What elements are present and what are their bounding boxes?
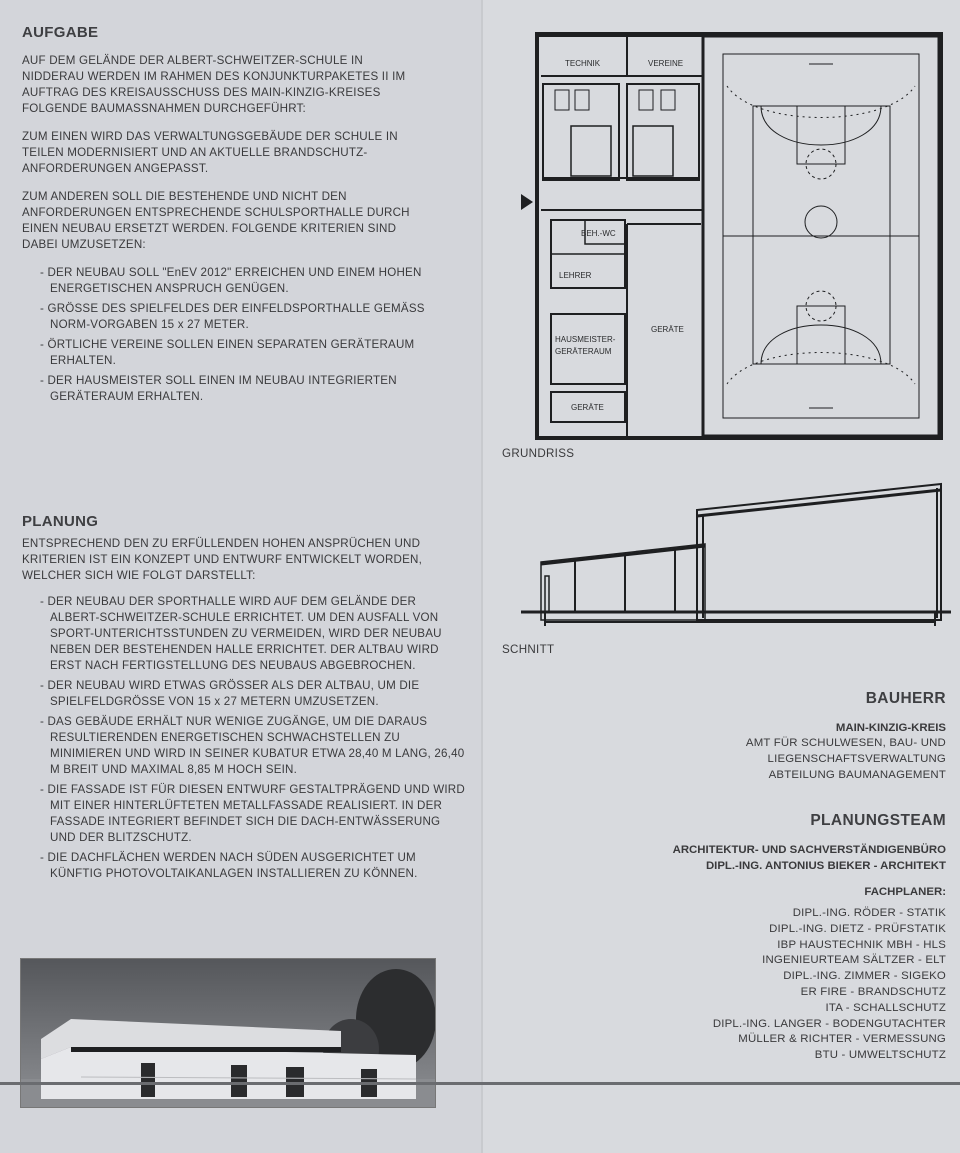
bauherr-name: MAIN-KINZIG-KREIS [835, 722, 946, 734]
fachplaner-label: FACHPLANER: [864, 886, 946, 898]
room-label-lehrer: LEHRER [559, 271, 592, 280]
list-item: DIPL.-ING. LANGER - BODENGUTACHTER [712, 1017, 946, 1030]
list-item: - DER HAUSMEISTER SOLL EINEN IM NEUBAU INTEGRIERTEN GERÄTERAUM ERHALTEN. [40, 373, 440, 405]
room-label-hausmeister: HAUSMEISTER- [555, 335, 616, 344]
aufgabe-heading: AUFGABE [22, 24, 99, 41]
list-item: BTU - UMWELTSCHUTZ [814, 1049, 946, 1062]
room-label-technik: TECHNIK [565, 59, 601, 68]
aufgabe-intro: AUF DEM GELÄNDE DER ALBERT-SCHWEITZER-SCHULE IN NIDDERAU WERDEN IM RAHMEN DES KONJUNKTURPAKETES II IM AUFTRAG DES KREISAUSSCHUSS DES MAIN-KINZIG-KREISES FOLGENDE BAUMASSNAHMEN DURCHGEFÜHRT: [22, 54, 406, 115]
list-item: - DER NEUBAU SOLL "EnEV 2012" ERREICHEN UND EINEM HOHEN ENERGETISCHEN ANSPRUCH GENÜGEN. [40, 265, 440, 297]
list-item: - GRÖSSE DES SPIELFELDES DER EINFELDSPORTHALLE GEMÄSS NORM-VORGABEN 15 x 27 METER. [40, 301, 440, 333]
list-item: - ÖRTLICHE VEREINE SOLLEN EINEN SEPARATEN GERÄTERAUM ERHALTEN. [40, 337, 440, 369]
planung-list [30, 594, 468, 882]
aufgabe-criteria-list [30, 265, 440, 405]
fold-line [481, 0, 483, 1153]
architect-office-line-1: ARCHITEKTUR- UND SACHVERSTÄNDIGENBÜRO [672, 844, 946, 856]
baseline-rule [0, 1082, 960, 1085]
aufgabe-section [22, 24, 462, 409]
list-item: DIPL.-ING. DIETZ - PRÜFSTATIK [769, 922, 946, 935]
aufgabe-paragraph-3: ZUM ANDEREN SOLL DIE BESTEHENDE UND NICHT DEN ANFORDERUNGEN ENTSPRECHENDE SCHULSPORTHALLE DURCH EINEN NEUBAU ERSETZT WERDEN. FOLGENDE KRITERIEN SIND DABEI UMZUSETZEN: [22, 190, 410, 251]
floor-plan-drawing [515, 28, 955, 446]
list-item: ITA - SCHALLSCHUTZ [825, 1001, 946, 1014]
planungsteam-section [673, 812, 946, 1064]
section-drawing [515, 480, 955, 640]
planung-section [22, 513, 465, 886]
fachplaner-list [673, 906, 946, 1064]
room-label-vereine: VEREINE [648, 59, 684, 68]
list-item: - DIE FASSADE IST FÜR DIESEN ENTWURF GESTALTPRÄGEND UND WIRD MIT EINER HINTERLÜFTETEN METALLFASSADE REALISIERT. IN DER FASSADE INTEGRIERT BEFINDET SICH DIE DACH-ENTWÄSSERUNG UND DER BLITZSCHUTZ. [40, 782, 468, 846]
bauherr-line: AMT FÜR SCHULWESEN, BAU- UND [745, 737, 946, 749]
list-item: - DIE DACHFLÄCHEN WERDEN NACH SÜDEN AUSGERICHTET UM KÜNFTIG PHOTOVOLTAIKANLAGEN INSTALLIEREN ZU KÖNNEN. [40, 850, 468, 882]
bauherr-section [746, 690, 946, 783]
list-item: - DER NEUBAU DER SPORTHALLE WIRD AUF DEM GELÄNDE DER ALBERT-SCHWEITZER-SCHULE ERRICHTET. UM DEN AUSFALL VON SPORT-UNTERICHTSSTUNDEN ZU VERMEIDEN, WIRD DER NEUBAU NEBEN DER BESTEHENDEN HALLE ERRICHTET. DER ALTBAU WIRD ERST NACH FERTIGSTELLUNG DES NEUBAUS ABGEBROCHEN. [40, 594, 468, 674]
list-item: - DER NEUBAU WIRD ETWAS GRÖSSER ALS DER ALTBAU, UM DIE SPIELFELDGRÖSSE VON 15 x 27 METERN UMZUSETZEN. [40, 678, 468, 710]
list-item: ER FIRE - BRANDSCHUTZ [800, 985, 946, 998]
room-label-geraete-small: GERÄTE [571, 403, 604, 412]
room-label-geraete-big: GERÄTE [651, 325, 684, 334]
list-item: - DAS GEBÄUDE ERHÄLT NUR WENIGE ZUGÄNGE, UM DIE DARAUS RESULTIERENDEN ENERGETISCHEN SCHWACHSTELLEN ZU MINIMIEREN UND WIRD IN SEINER KUBATUR ETWA 28,40 M LANG, 26,40 M BREIT UND MAXIMAL 8,85 M HOCH SEIN. [40, 714, 468, 778]
list-item: MÜLLER & RICHTER - VERMESSUNG [738, 1033, 946, 1046]
bauherr-heading: BAUHERR [865, 690, 946, 707]
floor-plan-caption: GRUNDRISS [502, 447, 575, 460]
planung-heading: PLANUNG [22, 513, 99, 530]
list-item: IBP HAUSTECHNIK MBH - HLS [777, 938, 946, 951]
bauherr-line: ABTEILUNG BAUMANAGEMENT [768, 768, 946, 781]
building-photo [20, 958, 436, 1108]
architect-office-line-2: DIPL.-ING. ANTONIUS BIEKER - ARCHITEKT [705, 860, 946, 872]
entrance-arrow-icon [521, 194, 533, 210]
planungsteam-heading: PLANUNGSTEAM [810, 812, 946, 829]
room-label-beh-wc: BEH.-WC [581, 229, 616, 238]
planung-intro: ENTSPRECHEND DEN ZU ERFÜLLENDEN HOHEN ANSPRÜCHEN UND KRITERIEN IST EIN KONZEPT UND ENTWURF ENTWICKELT WORDEN, WELCHER SICH WIE FOLGT DARSTELLT: [22, 537, 423, 582]
room-label-geraeteraum: GERÄTERAUM [555, 347, 612, 356]
list-item: DIPL.-ING. ZIMMER - SIGEKO [783, 970, 946, 983]
list-item: DIPL.-ING. RÖDER - STATIK [792, 907, 946, 919]
bauherr-line: LIEGENSCHAFTSVERWALTUNG [767, 752, 946, 765]
section-caption: SCHNITT [502, 643, 555, 656]
aufgabe-paragraph-2: ZUM EINEN WIRD DAS VERWALTUNGSGEBÄUDE DER SCHULE IN TEILEN MODERNISIERT UND AN AKTUELLE BRANDSCHUTZ-ANFORDERUNGEN ANGEPASST. [22, 130, 398, 175]
list-item: INGENIEURTEAM SÄLTZER - ELT [762, 954, 946, 967]
